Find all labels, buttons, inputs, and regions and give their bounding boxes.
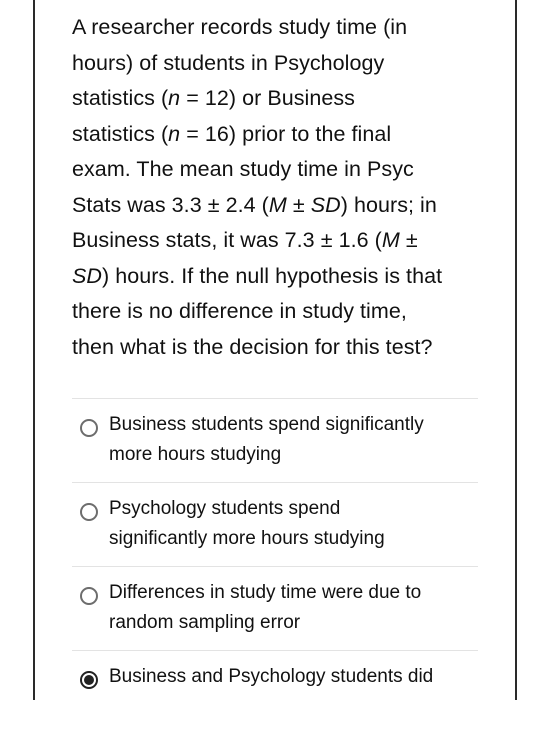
question-line: statistics (n = 16) prior to the final: [72, 121, 392, 146]
right-border: [515, 0, 517, 700]
radio-button-selected[interactable]: [80, 671, 98, 689]
answer-label[interactable]: Differences in study time were due to random sampling error: [109, 582, 422, 633]
answer-option[interactable]: [72, 566, 478, 650]
question-line: Business stats, it was 7.3 ± 1.6 (M ±: [72, 228, 418, 252]
answer-option[interactable]: [72, 482, 478, 566]
radio-button[interactable]: [80, 503, 98, 521]
answer-option[interactable]: [72, 398, 478, 482]
left-border: [33, 0, 35, 700]
question-line: SD) hours. If the null hypothesis is that: [72, 263, 443, 288]
answer-options: [72, 398, 478, 734]
answer-option[interactable]: [72, 650, 478, 734]
answer-label[interactable]: Business students spend significantly more hours studying: [109, 414, 424, 465]
question-line: exam. The mean study time in Psyc: [72, 157, 414, 181]
radio-button[interactable]: [80, 587, 98, 605]
question-line: Stats was 3.3 ± 2.4 (M ± SD) hours; in: [72, 192, 437, 217]
radio-button[interactable]: [80, 419, 98, 437]
question-line: then what is the decision for this test?: [72, 334, 433, 359]
answer-label[interactable]: Business and Psychology students did: [109, 666, 434, 687]
question-line: hours) of students in Psychology: [72, 50, 385, 75]
answer-label[interactable]: Psychology students spend significantly more hours studying: [109, 498, 385, 549]
question-line: there is no difference in study time,: [72, 299, 407, 323]
question-line: statistics (n = 12) or Business: [72, 86, 355, 110]
question-text: [72, 10, 492, 365]
question-line: A researcher records study time (in: [72, 15, 408, 39]
